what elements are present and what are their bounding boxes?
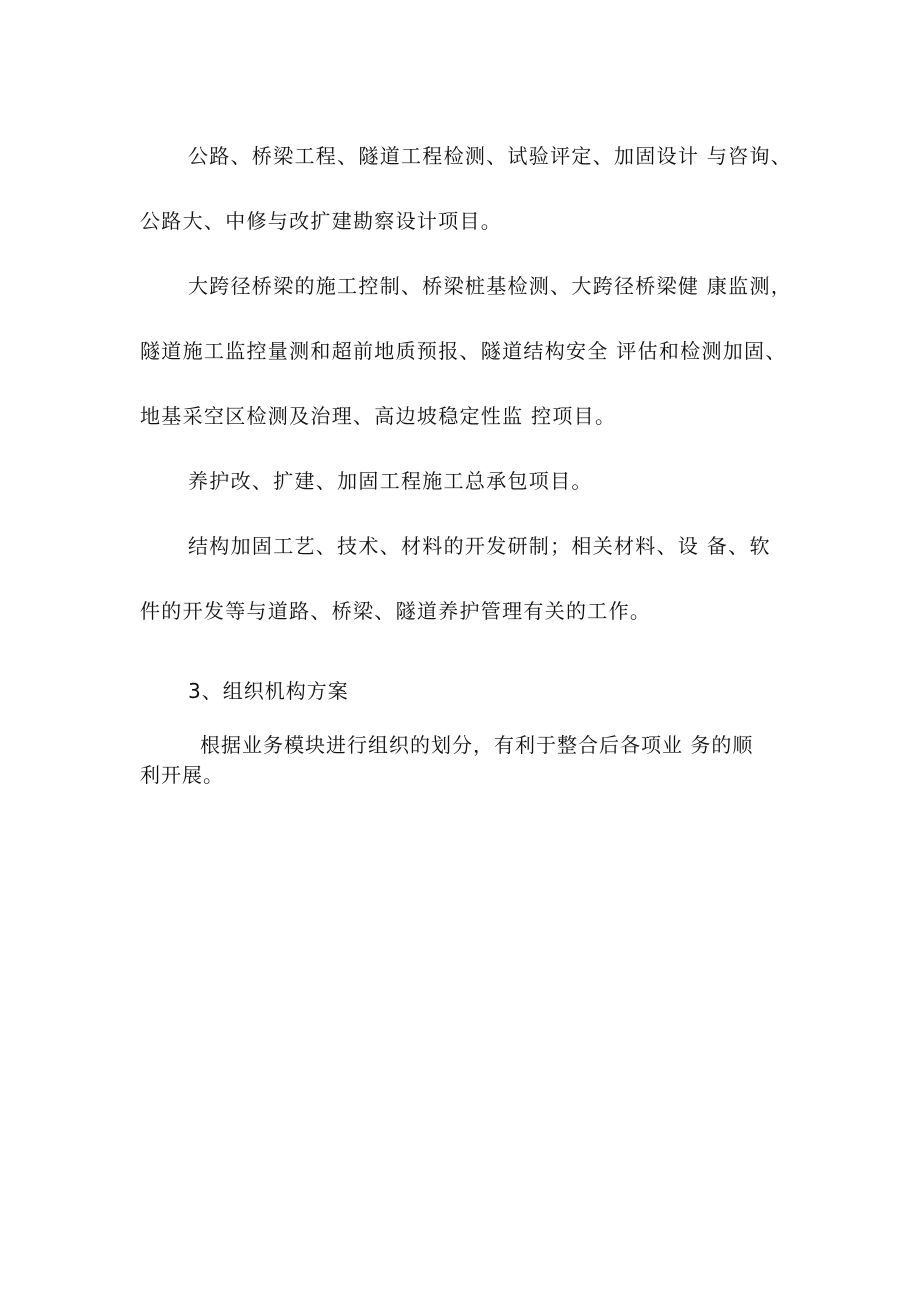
paragraph-3-line-1: 养护改、扩建、加固工程施工总承包项目。 <box>188 469 593 493</box>
paragraph-1-line-1: 公路、桥梁工程、隧道工程检测、试验评定、加固设计 与咨询、 <box>188 144 793 168</box>
paragraph-5-line-1: 根据业务模块进行组织的划分，有利于整合后各项业 务的顺 <box>200 733 754 757</box>
paragraph-4-line-2: 件的开发等与道路、桥梁、隧道养护管理有关的工作。 <box>140 599 652 623</box>
paragraph-2-line-2: 隧道施工监控量测和超前地质预报、隧道结构安全 评估和检测加固、 <box>140 339 787 363</box>
paragraph-5-line-2: 利开展。 <box>140 763 224 787</box>
paragraph-2-line-3: 地基采空区检测及治理、高边坡稳定性监 控项目。 <box>140 404 617 428</box>
paragraph-2-line-1: 大跨径桥梁的施工控制、桥梁桩基检测、大跨径桥梁健 康监测， <box>188 274 793 298</box>
paragraph-4-line-1: 结构加固工艺、技术、材料的开发研制；相关材料、设 备、软 <box>188 534 771 558</box>
paragraph-1-line-2: 公路大、中修与改扩建勘察设计项目。 <box>140 209 503 233</box>
section-heading: 3、组织机构方案 <box>188 679 349 703</box>
